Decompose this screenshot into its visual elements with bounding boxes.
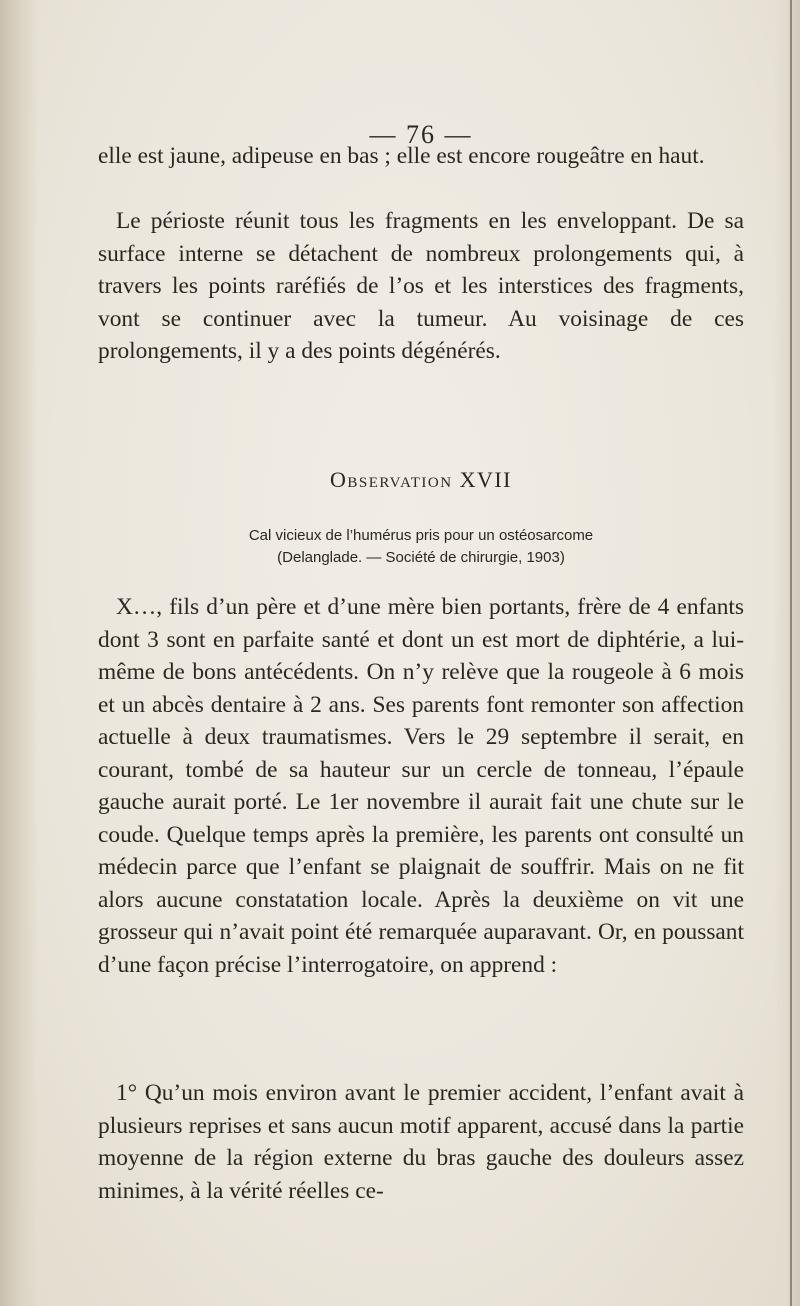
paragraph-point-one <box>98 1077 744 1207</box>
observation-caption-line1: Cal vicieux de l’humérus pris pour un ostéosarcome <box>248 527 594 544</box>
paragraph-periosteum-text: Le périoste réunit tous les fragments en les enveloppant. De sa surface interne se détachent de nombreux prolongements qui, à travers les points raréfiés de l’os et les interstices des fragments, vont se continuer avec la tumeur. Au voisinage de ces prolongements, il y a des points dégénérés. <box>98 208 744 364</box>
paragraph-intro: elle est jaune, adipeuse en bas ; elle est encore rougeâtre en haut. <box>98 143 705 169</box>
observation-caption-line2: (Delanglade. — Société de chirurgie, 1903) <box>277 549 565 566</box>
page-right-edge-shadow <box>774 0 800 1306</box>
paragraph-case-history <box>98 591 744 981</box>
paragraph-periosteum <box>98 205 744 368</box>
paragraph-case-history-text: X…, fils d’un père et d’une mère bien portants, frère de 4 enfants dont 3 sont en parfaite santé et dont un est mort de diphtérie, a lui-même de bons antécédents. On n’y relève que la rougeole à 6 mois et un abcès dentaire à 2 ans. Ses parents font remonter son affection actuelle à deux traumatismes. Vers le 29 septembre il serait, en courant, tombé de sa hauteur sur un cercle de tonneau, l’épaule gauche aurait porté. Le 1er novembre il aurait fait une chute sur le coude. Quelque temps après la première, les parents ont consulté un médecin parce que l’enfant se plaignait de souffrir. Mais on ne fit alors aucune constatation locale. Après la deuxième on vit une grosseur qui n’avait point été remarquée auparavant. Or, en poussant d’une façon précise l’interrogatoire, on apprend : <box>98 594 744 978</box>
paragraph-point-one-text: 1° Qu’un mois environ avant le premier accident, l’enfant avait à plusieurs reprises et sans aucun motif apparent, accusé dans la partie moyenne de la région externe du bras gauche des douleurs assez minimes, à la vérité réelles ce- <box>98 1080 744 1204</box>
page-left-edge-shadow <box>0 0 38 1306</box>
observation-title: Observation XVII <box>329 467 513 492</box>
page-number: — 76 — <box>369 120 473 149</box>
page-right-border-line <box>790 0 792 1306</box>
